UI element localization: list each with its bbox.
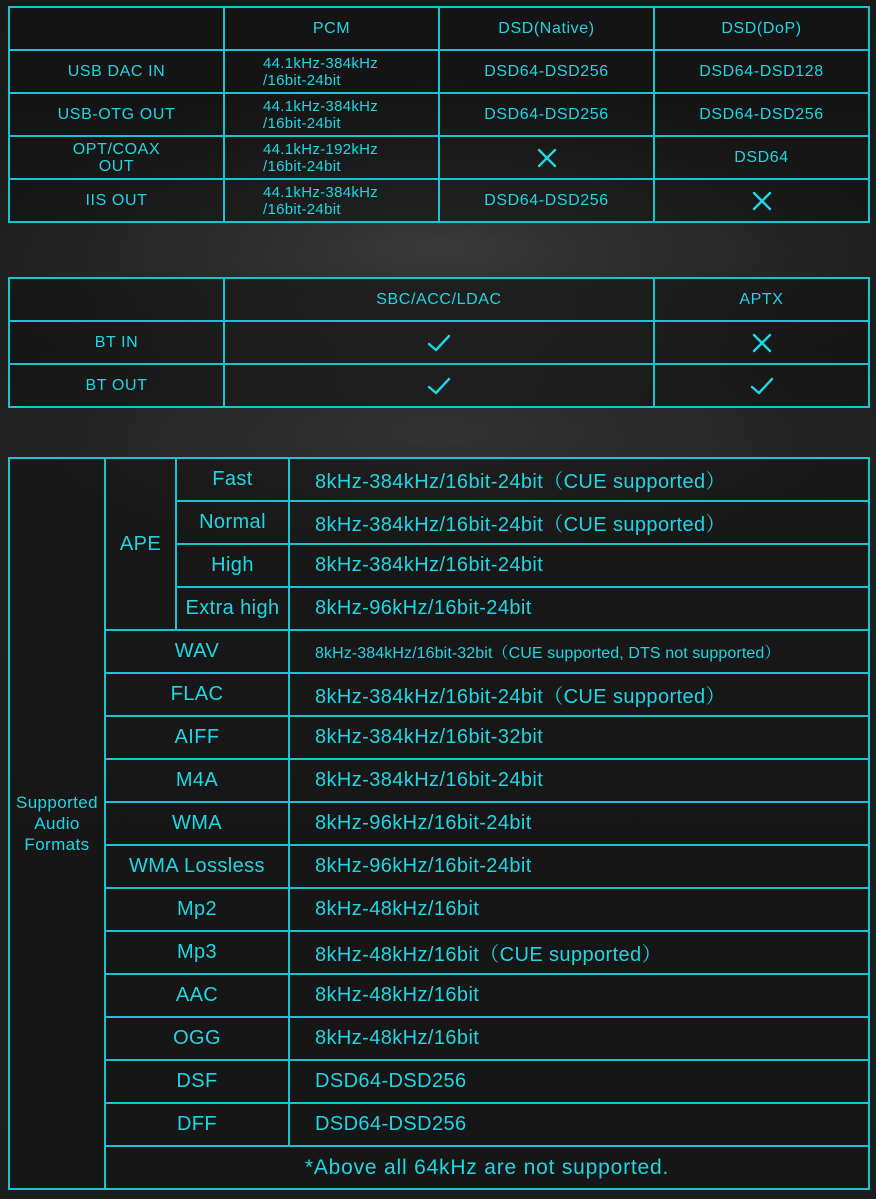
table-row — [9, 1103, 869, 1146]
format-name: FLAC — [105, 673, 289, 716]
io-format-table — [8, 6, 870, 223]
footnote: *Above all 64kHz are not supported. — [105, 1146, 869, 1189]
format-name: DSF — [105, 1060, 289, 1103]
dsd-native-cell: DSD64-DSD256 — [439, 50, 654, 93]
table-header-row — [9, 278, 869, 321]
header-pcm: PCM — [224, 7, 439, 50]
format-value: 8kHz-48kHz/16bit（CUE supported） — [289, 931, 869, 974]
table-row — [9, 630, 869, 673]
dsd-native-cell: DSD64-DSD256 — [439, 179, 654, 222]
format-value: 8kHz-384kHz/16bit-24bit — [289, 759, 869, 802]
format-value: 8kHz-96kHz/16bit-24bit — [289, 845, 869, 888]
check-icon — [427, 331, 451, 355]
format-name: WAV — [105, 630, 289, 673]
table-row — [9, 1060, 869, 1103]
format-value: 8kHz-48kHz/16bit — [289, 974, 869, 1017]
codec-cell — [224, 321, 654, 364]
table-row — [9, 179, 869, 222]
format-value: 8kHz-384kHz/16bit-24bit（CUE supported） — [289, 673, 869, 716]
pcm-line1: 44.1kHz-384kHz — [263, 97, 379, 115]
dsd-dop-cell — [654, 179, 869, 222]
header-empty-cell — [9, 7, 224, 50]
header-line1: Supported — [15, 793, 99, 812]
pcm-line1: 44.1kHz-384kHz — [263, 183, 379, 201]
ape-mode: Extra high — [176, 587, 289, 630]
table-row — [9, 364, 869, 407]
format-name: WMA — [105, 802, 289, 845]
row-label-iis-out: IIS OUT — [9, 179, 224, 222]
dsd-native-cell — [439, 136, 654, 179]
format-value: 8kHz-384kHz/16bit-24bit（CUE supported） — [289, 458, 869, 501]
aptx-cell — [654, 321, 869, 364]
header-sbc-acc-ldac: SBC/ACC/LDAC — [224, 278, 654, 321]
table-row — [9, 93, 869, 136]
cross-icon — [750, 331, 774, 355]
format-value: 8kHz-384kHz/16bit-32bit（CUE supported, DTS not supported） — [289, 630, 869, 673]
table-row — [9, 458, 869, 501]
format-value: 8kHz-384kHz/16bit-24bit — [289, 544, 869, 587]
format-value: 8kHz-384kHz/16bit-24bit（CUE supported） — [289, 501, 869, 544]
cross-icon — [750, 189, 774, 213]
pcm-line2: /16bit-24bit — [263, 157, 341, 175]
header-dsd-dop: DSD(DoP) — [654, 7, 869, 50]
dsd-native-cell: DSD64-DSD256 — [439, 93, 654, 136]
format-name: Mp2 — [105, 888, 289, 931]
format-name: WMA Lossless — [105, 845, 289, 888]
table-header-row — [9, 7, 869, 50]
table-row — [9, 716, 869, 759]
pcm-line2: /16bit-24bit — [263, 71, 341, 89]
format-name: AAC — [105, 974, 289, 1017]
ape-mode: Fast — [176, 458, 289, 501]
header-aptx: APTX — [654, 278, 869, 321]
pcm-cell — [224, 93, 439, 136]
codec-cell — [224, 364, 654, 407]
table-row — [9, 673, 869, 716]
pcm-line2: /16bit-24bit — [263, 114, 341, 132]
header-line3: Formats — [24, 835, 90, 854]
ape-mode: Normal — [176, 501, 289, 544]
format-value: DSD64-DSD256 — [289, 1103, 869, 1146]
dsd-dop-cell: DSD64 — [654, 136, 869, 179]
table-row — [9, 321, 869, 364]
table-row — [9, 802, 869, 845]
format-value: 8kHz-96kHz/16bit-24bit — [289, 587, 869, 630]
row-label-bt-in: BT IN — [9, 321, 224, 364]
table-row — [9, 1017, 869, 1060]
supported-audio-formats-header — [9, 458, 105, 1189]
row-label-bt-out: BT OUT — [9, 364, 224, 407]
table-row — [9, 759, 869, 802]
table-row — [9, 845, 869, 888]
row-label-usb-otg-out: USB-OTG OUT — [9, 93, 224, 136]
table-row — [9, 50, 869, 93]
cross-icon — [535, 146, 559, 170]
ape-mode: High — [176, 544, 289, 587]
row-label-usb-dac-in: USB DAC IN — [9, 50, 224, 93]
dsd-dop-cell: DSD64-DSD128 — [654, 50, 869, 93]
pcm-cell — [224, 136, 439, 179]
table-row — [9, 136, 869, 179]
format-value: 8kHz-384kHz/16bit-32bit — [289, 716, 869, 759]
dsd-dop-cell: DSD64-DSD256 — [654, 93, 869, 136]
format-value: 8kHz-48kHz/16bit — [289, 888, 869, 931]
format-name: Mp3 — [105, 931, 289, 974]
label-line2: OUT — [98, 157, 135, 175]
footnote-row — [9, 1146, 869, 1189]
table-row — [9, 974, 869, 1017]
bluetooth-codec-table — [8, 277, 870, 408]
check-icon — [427, 374, 451, 398]
header-empty-cell — [9, 278, 224, 321]
format-name: M4A — [105, 759, 289, 802]
format-value: DSD64-DSD256 — [289, 1060, 869, 1103]
format-name: AIFF — [105, 716, 289, 759]
format-name: DFF — [105, 1103, 289, 1146]
aptx-cell — [654, 364, 869, 407]
label-line1: OPT/COAX — [72, 140, 161, 158]
format-name: OGG — [105, 1017, 289, 1060]
header-dsd-native: DSD(Native) — [439, 7, 654, 50]
format-ape: APE — [105, 458, 176, 630]
table-row — [9, 888, 869, 931]
pcm-cell — [224, 50, 439, 93]
pcm-cell — [224, 179, 439, 222]
check-icon — [750, 374, 774, 398]
header-line2: Audio — [34, 814, 80, 833]
pcm-line1: 44.1kHz-384kHz — [263, 54, 379, 72]
pcm-line2: /16bit-24bit — [263, 200, 341, 218]
table-row — [9, 931, 869, 974]
row-label-opt-coax-out — [9, 136, 224, 179]
pcm-line1: 44.1kHz-192kHz — [263, 140, 379, 158]
audio-formats-table — [8, 457, 870, 1190]
format-value: 8kHz-96kHz/16bit-24bit — [289, 802, 869, 845]
format-value: 8kHz-48kHz/16bit — [289, 1017, 869, 1060]
